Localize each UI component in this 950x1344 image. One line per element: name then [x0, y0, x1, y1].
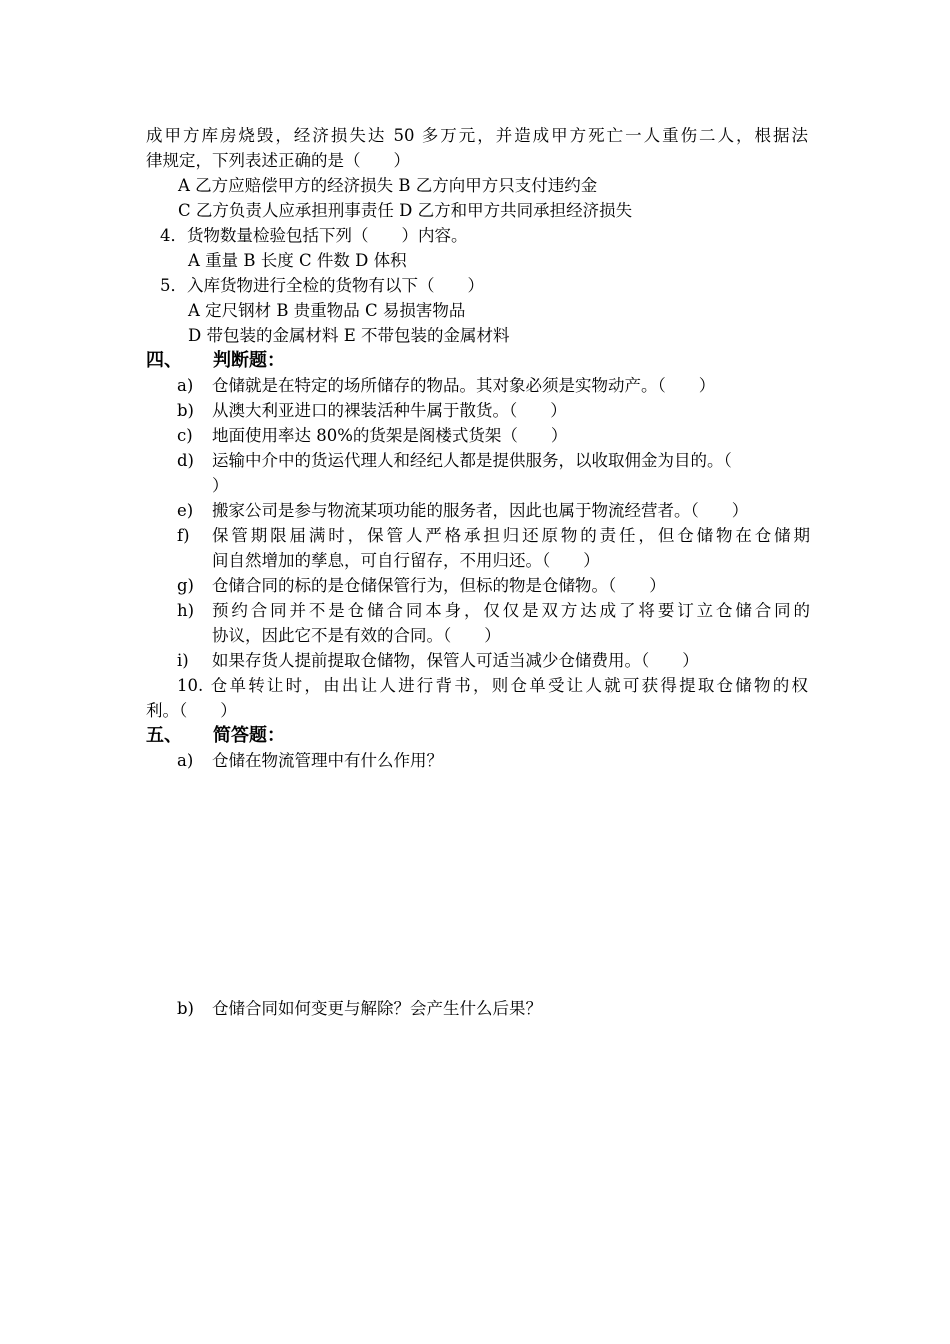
item-text: 仓储就是在特定的场所储存的物品。其对象必须是实物动产。（ ） — [212, 376, 716, 395]
item-label: g) — [177, 576, 194, 595]
item-text: 地面使用率达 80%的货架是阁楼式货架（ ） — [212, 426, 568, 445]
section5-heading — [146, 723, 446, 748]
q4-stem: 4．货物数量检验包括下列（ ）内容。 — [160, 226, 468, 245]
item-label: a) — [177, 376, 194, 395]
section4-number: 四、 — [146, 350, 182, 371]
item-label: d) — [177, 451, 194, 470]
judge-item-10-line2: 利。（ ） — [146, 701, 237, 720]
item-label: a) — [177, 751, 194, 770]
item-text: 从澳大利亚进口的裸装活种牛属于散货。（ ） — [212, 401, 567, 420]
q4-options: A 重量 B 长度 C 件数 D 体积 — [188, 251, 407, 270]
item-text: 保管期限届满时，保管人严格承担归还原物的责任，但仓储物在仓储期 — [212, 526, 810, 545]
q5-options-line2: D 带包装的金属材料 E 不带包装的金属材料 — [188, 326, 510, 345]
q3-options-ab: A 乙方应赔偿甲方的经济损失 B 乙方向甲方只支付违约金 — [178, 176, 598, 195]
item-text: 运输中介中的货运代理人和经纪人都是提供服务，以收取佣金为目的。（ — [212, 451, 732, 470]
item-text: 仓储在物流管理中有什么作用？ — [212, 751, 443, 770]
q5-stem: 5．入库货物进行全检的货物有以下（ ） — [160, 276, 484, 295]
item-text: 协议，因此它不是有效的合同。（ ） — [212, 626, 501, 645]
section5-number: 五、 — [146, 725, 182, 746]
item-label: c) — [177, 426, 193, 445]
section5-title: 简答题： — [213, 725, 285, 746]
item-label: b) — [177, 401, 194, 420]
q3-stem-line1: 成甲方库房烧毁，经济损失达 50 多万元，并造成甲方死亡一人重伤二人，根据法 — [146, 126, 808, 145]
section4-heading — [146, 348, 446, 373]
item-label: e) — [177, 501, 194, 520]
q3-options-cd: C 乙方负责人应承担刑事责任 D 乙方和甲方共同承担经济损失 — [178, 201, 633, 220]
item-text: 预约合同并不是仓储合同本身，仅仅是双方达成了将要订立仓储合同的 — [212, 601, 810, 620]
item-text: 间自然增加的孳息，可自行留存，不用归还。（ ） — [212, 551, 600, 570]
judge-item-10-line1: 10. 仓单转让时，由出让人进行背书，则仓单受让人就可获得提取仓储物的权 — [177, 676, 808, 695]
item-text: 如果存货人提前提取仓储物，保管人可适当减少仓储费用。（ ） — [212, 651, 699, 670]
q5-options-line1: A 定尺钢材 B 贵重物品 C 易损害物品 — [188, 301, 466, 320]
item-label: f) — [177, 526, 190, 545]
q3-stem-line2: 律规定，下列表述正确的是（ ） — [146, 151, 410, 170]
item-text: ） — [212, 476, 229, 495]
section4-title: 判断题： — [213, 350, 285, 371]
item-text: 仓储合同如何变更与解除？会产生什么后果？ — [212, 999, 542, 1018]
item-label: i) — [177, 651, 189, 670]
item-text: 仓储合同的标的是仓储保管行为，但标的物是仓储物。（ ） — [212, 576, 666, 595]
item-text: 搬家公司是参与物流某项功能的服务者，因此也属于物流经营者。（ ） — [212, 501, 749, 520]
item-label: b) — [177, 999, 194, 1018]
item-label: h) — [177, 601, 195, 620]
